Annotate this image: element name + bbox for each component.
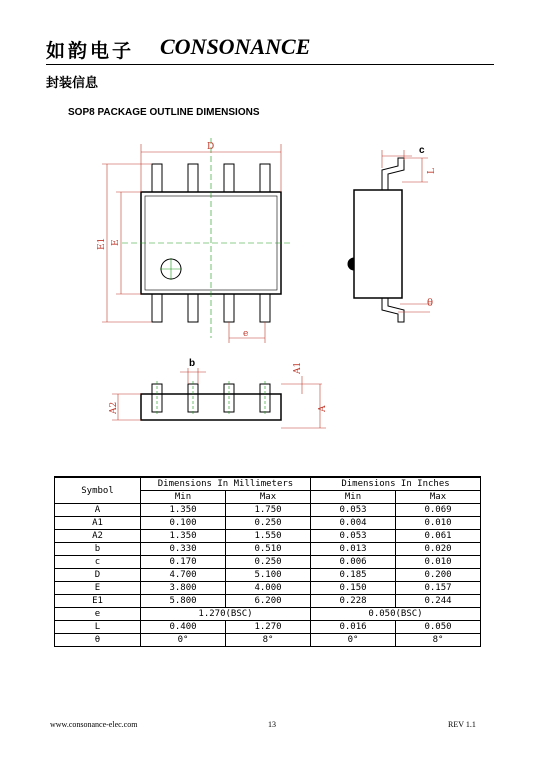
mm-max-cell: 5.100 [226, 569, 311, 582]
mm-min-cell: 0.100 [141, 517, 226, 530]
symbol-cell: b [55, 543, 141, 556]
inch-max-cell: 0.010 [396, 517, 481, 530]
inch-max-cell: 0.020 [396, 543, 481, 556]
symbol-header: Symbol [55, 477, 141, 504]
table-body [55, 504, 481, 647]
mm-min-cell: 0.400 [141, 621, 226, 634]
table-row [55, 608, 481, 621]
inch-max-cell: 0.050 [396, 621, 481, 634]
company-name-cn: 如韵电子 [46, 40, 135, 62]
symbol-cell: A [55, 504, 141, 517]
table-row [55, 504, 481, 517]
table-row [55, 582, 481, 595]
inch-min-cell: 0.053 [311, 530, 396, 543]
symbol-cell: E [55, 582, 141, 595]
mm-max-cell: 1.550 [226, 530, 311, 543]
inch-min-cell: 0.228 [311, 595, 396, 608]
symbol-cell: A1 [55, 517, 141, 530]
side-view-dimensions [382, 150, 432, 312]
footer-website: www.consonance-elec.com [50, 720, 138, 729]
mm-min-cell: 0.170 [141, 556, 226, 569]
inch-min-cell: 0.053 [311, 504, 396, 517]
package-outline-drawing [62, 98, 482, 438]
symbol-cell: A2 [55, 530, 141, 543]
mm-min-cell: 3.800 [141, 582, 226, 595]
mm-min-cell: 1.350 [141, 530, 226, 543]
mm-min-cell: 4.700 [141, 569, 226, 582]
mm-max-cell: 0.250 [226, 517, 311, 530]
mm-max-cell: 0.250 [226, 556, 311, 569]
table-row [55, 595, 481, 608]
company-name-en: CONSONANCE [160, 34, 311, 59]
dim-label-A2: A2 [109, 401, 119, 414]
dim-label-A: A [318, 405, 328, 412]
inch-span-cell: 0.050(BSC) [311, 608, 481, 621]
mm-min-cell: 0° [141, 634, 226, 647]
dim-label-A1: A1 [293, 361, 303, 374]
mm-max-cell: 0.510 [226, 543, 311, 556]
dim-label-E1: E1 [97, 237, 107, 250]
inch-min-cell: 0.004 [311, 517, 396, 530]
symbol-cell: θ [55, 634, 141, 647]
drawing-title: SOP8 PACKAGE OUTLINE DIMENSIONS [68, 107, 260, 118]
table-row [55, 556, 481, 569]
inch-max-cell: 0.069 [396, 504, 481, 517]
mm-max-cell: 6.200 [226, 595, 311, 608]
mm-max-cell: 4.000 [226, 582, 311, 595]
inch-max-cell: 8° [396, 634, 481, 647]
inch-max-cell: 0.010 [396, 556, 481, 569]
mm-max-header: Max [226, 491, 311, 504]
mm-span-cell: 1.270(BSC) [141, 608, 311, 621]
symbol-cell: c [55, 556, 141, 569]
inch-max-header: Max [396, 491, 481, 504]
inch-min-cell: 0° [311, 634, 396, 647]
table-row [55, 569, 481, 582]
footer-page-number: 13 [268, 720, 276, 729]
mm-header: Dimensions In Millimeters [141, 477, 311, 491]
mm-min-cell: 0.330 [141, 543, 226, 556]
table-row [55, 543, 481, 556]
inch-min-cell: 0.013 [311, 543, 396, 556]
mm-max-cell: 8° [226, 634, 311, 647]
mm-min-cell: 5.800 [141, 595, 226, 608]
symbol-cell: E1 [55, 595, 141, 608]
side-view [348, 158, 404, 322]
inch-min-cell: 0.185 [311, 569, 396, 582]
inch-max-cell: 0.157 [396, 582, 481, 595]
table-row [55, 517, 481, 530]
section-title: 封装信息 [46, 76, 99, 91]
mm-max-cell: 1.270 [226, 621, 311, 634]
table-row [55, 621, 481, 634]
table-row [55, 530, 481, 543]
dim-label-D: D [207, 142, 215, 152]
inch-max-cell: 0.200 [396, 569, 481, 582]
inch-header: Dimensions In Inches [311, 477, 481, 491]
dim-label-L: L [427, 168, 437, 174]
symbol-cell: e [55, 608, 141, 621]
mm-min-header: Min [141, 491, 226, 504]
dim-label-c: c [419, 145, 425, 156]
mm-max-cell: 1.750 [226, 504, 311, 517]
mm-min-cell: 1.350 [141, 504, 226, 517]
inch-min-cell: 0.006 [311, 556, 396, 569]
dimensions-table [54, 476, 481, 647]
inch-min-cell: 0.150 [311, 582, 396, 595]
footer-revision: REV 1.1 [448, 720, 476, 729]
symbol-cell: L [55, 621, 141, 634]
top-view-dimensions [102, 144, 281, 343]
dim-label-E: E [111, 239, 121, 246]
front-view [141, 381, 281, 420]
table-row [55, 634, 481, 647]
symbol-cell: D [55, 569, 141, 582]
inch-max-cell: 0.061 [396, 530, 481, 543]
inch-min-cell: 0.016 [311, 621, 396, 634]
inch-max-cell: 0.244 [396, 595, 481, 608]
inch-min-header: Min [311, 491, 396, 504]
front-view-dimensions [112, 368, 326, 428]
top-view [122, 138, 290, 338]
dim-label-e: e [243, 329, 249, 339]
dim-label-b: b [189, 358, 196, 369]
dim-label-theta: θ [427, 298, 434, 309]
header-divider [46, 64, 494, 65]
